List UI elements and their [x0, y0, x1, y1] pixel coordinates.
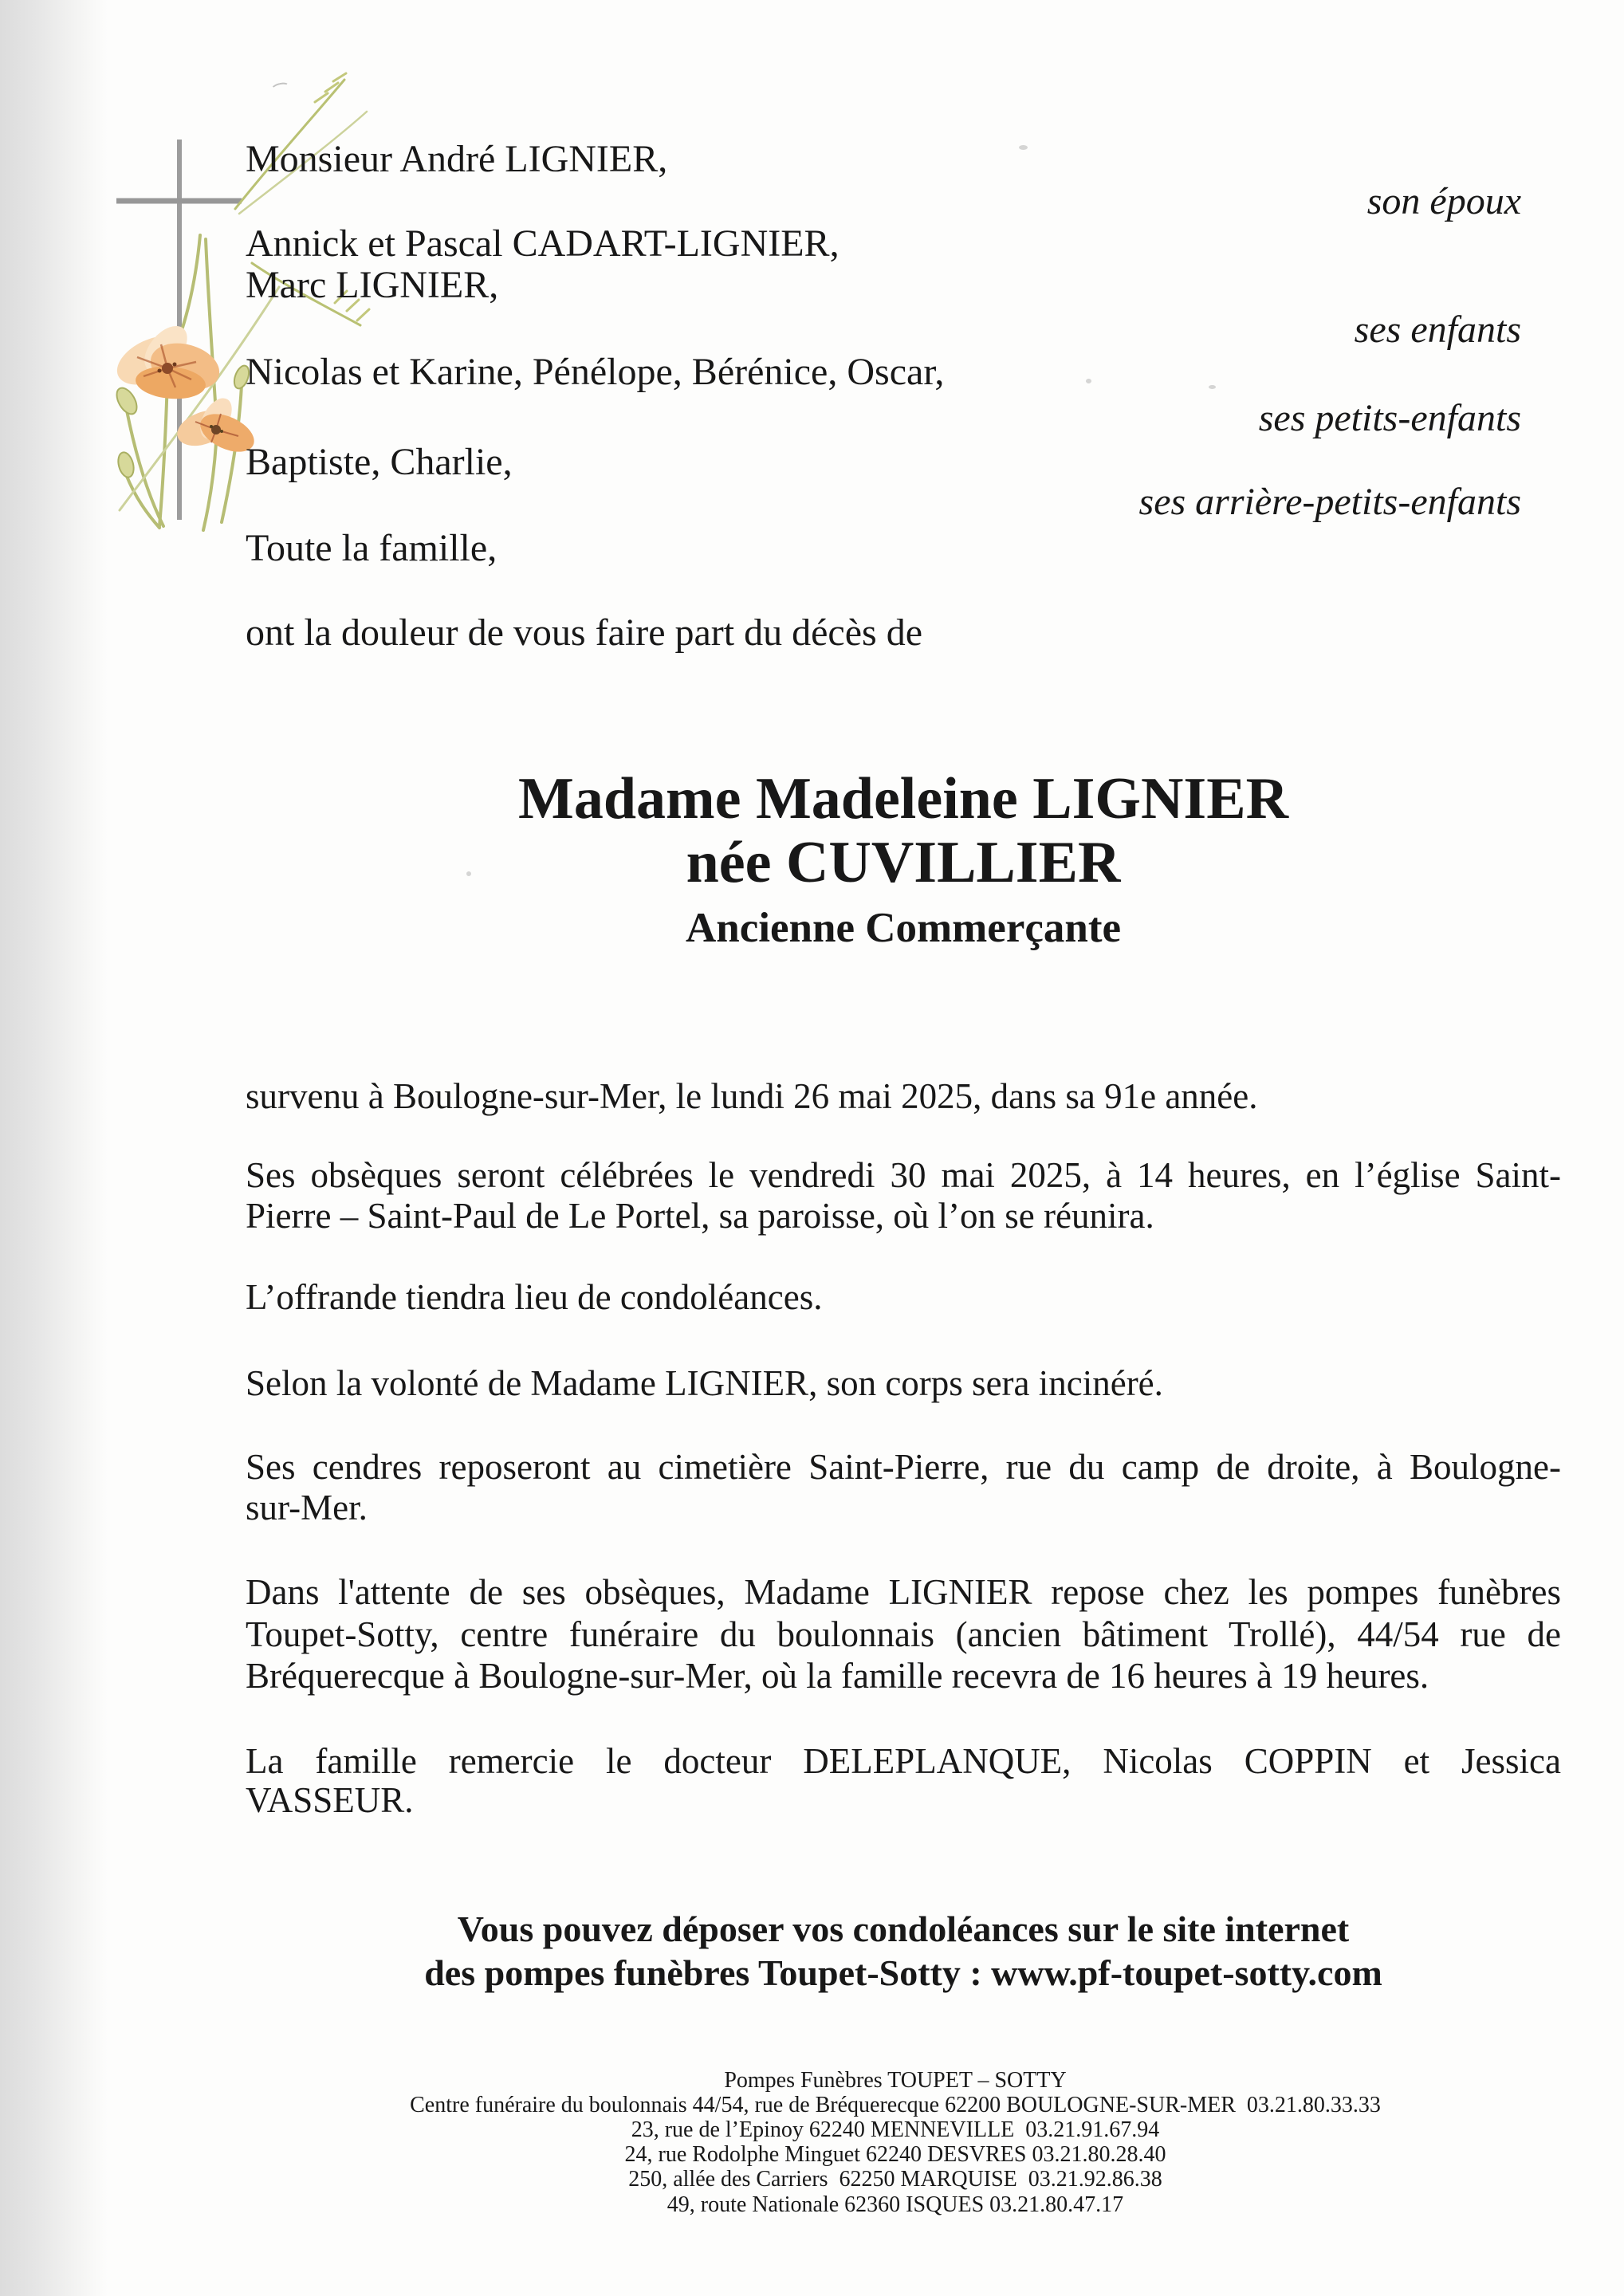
- scan-artifact: [1019, 145, 1028, 150]
- relation-children: ses enfants: [1354, 309, 1521, 351]
- repose-line: Toupet-Sotty, centre funéraire du boulonnais (ancien bâtiment Trollé), 44/54 rue de: [246, 1614, 1561, 1654]
- deceased-occupation: Ancienne Commerçante: [685, 905, 1122, 951]
- death-details-line: survenu à Boulogne-sur-Mer, le lundi 26 mai 2025, dans sa 91e année.: [246, 1076, 1258, 1116]
- ashes-line: Ses cendres reposeront au cimetière Saint-Pierre, rue du camp de droite, à Boulogne-: [246, 1447, 1561, 1487]
- repose-line: Bréquerecque à Boulogne-sur-Mer, où la famille recevra de 16 heures à 19 heures.: [246, 1656, 1429, 1696]
- deceased-name: Madame Madeleine LIGNIER: [517, 766, 1289, 832]
- thanks-line: La famille remercie le docteur DELEPLANQUE, Nicolas COPPIN et Jessica: [246, 1741, 1561, 1781]
- family-line-great-grandchildren: Baptiste, Charlie,: [246, 441, 513, 483]
- deceased-maiden-name: née CUVILLIER: [686, 830, 1121, 895]
- thanks-line: VASSEUR.: [246, 1780, 414, 1820]
- announcement-intro: ont la douleur de vous faire part du décès de: [246, 611, 923, 654]
- condolences-website-url-line: des pompes funèbres Toupet-Sotty : www.pf-toupet-sotty.com: [424, 1952, 1382, 1993]
- cremation-line: Selon la volonté de Madame LIGNIER, son corps sera incinéré.: [246, 1363, 1163, 1403]
- funeral-home-address: 250, allée des Carriers 62250 MARQUISE 03.21.92.86.38: [628, 2167, 1162, 2192]
- ashes-line: sur-Mer.: [246, 1488, 368, 1527]
- family-line-children-2: Marc LIGNIER,: [246, 264, 499, 306]
- scan-artifact: [1086, 379, 1091, 383]
- scan-artifact: [1209, 385, 1216, 389]
- offering-line: L’offrande tiendra lieu de condoléances.: [246, 1277, 823, 1317]
- family-line-husband: Monsieur André LIGNIER,: [246, 138, 668, 180]
- funeral-home-address: 24, rue Rodolphe Minguet 62240 DESVRES 03.21.80.28.40: [624, 2142, 1166, 2167]
- funeral-home-address: Centre funéraire du boulonnais 44/54, rue de Bréquerecque 62200 BOULOGNE-SUR-MER 03.21.80.33.33: [410, 2093, 1381, 2117]
- funeral-details-line: Pierre – Saint-Paul de Le Portel, sa paroisse, où l’on se réunira.: [246, 1196, 1154, 1236]
- family-line-whole-family: Toute la famille,: [246, 527, 497, 569]
- repose-line: Dans l'attente de ses obsèques, Madame LIGNIER repose chez les pompes funèbres: [246, 1572, 1561, 1612]
- funeral-home-address: 49, route Nationale 62360 ISQUES 03.21.80.47.17: [667, 2192, 1124, 2217]
- family-line-grandchildren: Nicolas et Karine, Pénélope, Bérénice, Oscar,: [246, 351, 945, 393]
- relation-grandchildren: ses petits-enfants: [1258, 397, 1521, 439]
- funeral-home-address: 23, rue de l’Epinoy 62240 MENNEVILLE 03.21.91.67.94: [631, 2117, 1160, 2142]
- funeral-details-line: Ses obsèques seront célébrées le vendredi 30 mai 2025, à 14 heures, en l’église Saint-: [246, 1155, 1561, 1195]
- funeral-home-name: Pompes Funèbres TOUPET – SOTTY: [724, 2068, 1067, 2093]
- relation-great-grandchildren: ses arrière-petits-enfants: [1138, 481, 1521, 523]
- relation-spouse: son époux: [1366, 180, 1521, 222]
- condolences-website-line: Vous pouvez déposer vos condoléances sur le site internet: [457, 1909, 1350, 1949]
- family-line-children-1: Annick et Pascal CADART-LIGNIER,: [246, 222, 840, 265]
